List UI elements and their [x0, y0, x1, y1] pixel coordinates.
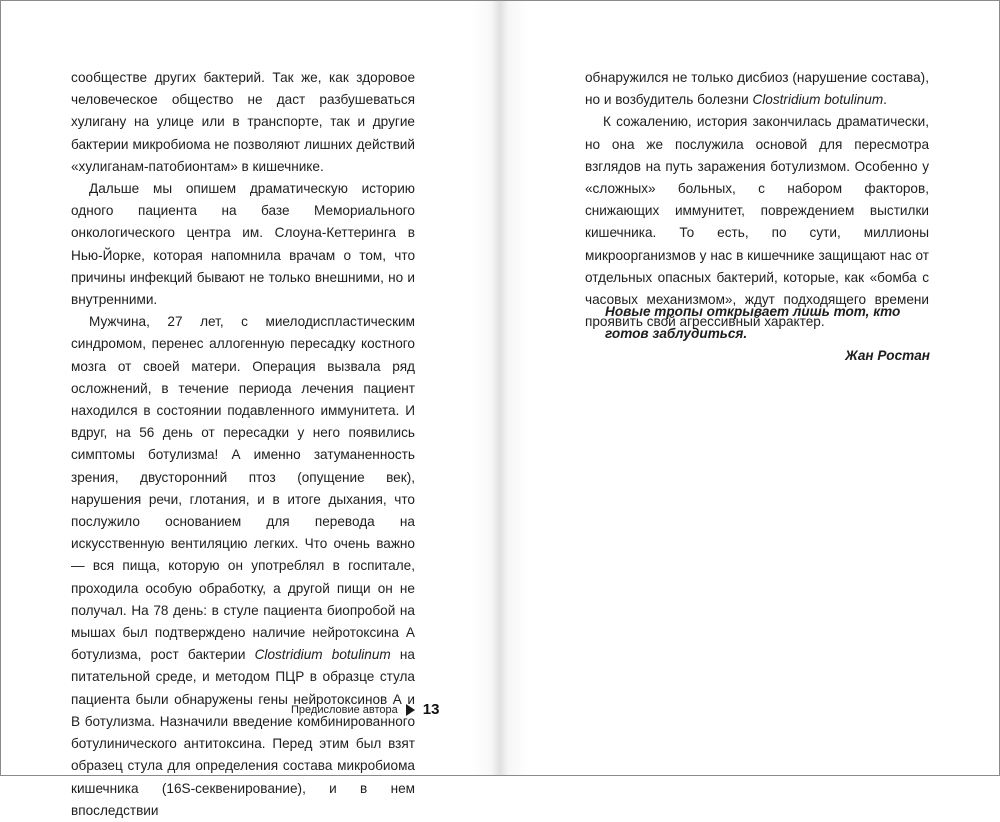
paragraph-text: обнаружился не только дисбиоз (нарушение состава), но и возбудитель болезни [585, 70, 929, 108]
paragraph [71, 67, 415, 178]
paragraph-text: Мужчина, 27 лет, с миелодиспластическим синдромом, перенес аллогенную пересадку костного мозга от своей матери. Операция вызвала ряд осложнений, в течение периода лечения пациент находился в состоянии подавленного иммунитета. И вдруг, на 56 день от пересадки у него появились симптомы ботулизма! А именно затуманенность зрения, двусторонний птоз (опущение век), нарушения речи, глотания, и в итоге дыхания, что послужило основанием для перевода на искусственную вентиляцию легких. Что очень важно — вся пища, которую он употреблял в госпитале, проходила особую обработку, а другой пищи он не получал. На 78 день: в стуле пациента биопробой на мышах был подтверждено наличие нейротоксина А ботулизма, рост бактерии [71, 314, 415, 663]
paragraph-text: сообществе других бактерий. Так же, как здоровое человеческое общество не даст разбушеваться хулигану на улице или в транспорте, так и другие бактерии микробиома не позволяют лишних действий «хулиганам-патобионтам» в кишечнике. [71, 70, 415, 174]
paragraph-text: К сожалению, история закончилась драматически, но она же послужила основой для пересмотра взглядов на путь заражения ботулизмом. Особенно у «сложных» больных, с набором факторов, снижающих иммунитет, повреждением выстилки кишечника. То есть, по сути, миллионы микроорганизмов у нас в кишечнике защищают нас от отдельных опасных бактерий, которые, как «бомба с часовых механизмом», ждут подходящего времени проявить свой агрессивный характер. [585, 114, 929, 330]
running-section-title: Предисловие автора [291, 703, 398, 716]
species-name: Clostridium botulinum [254, 647, 391, 663]
paragraph [585, 67, 929, 111]
right-page [500, 1, 999, 775]
paragraph [71, 178, 415, 311]
paragraph-text: . [883, 92, 887, 108]
epigraph-quote: Новые тропы открывает лишь тот, кто готов заблудиться. [605, 304, 901, 342]
page-footer [291, 701, 439, 718]
triangle-arrow-icon [406, 704, 415, 716]
paragraph-text: Дальше мы опишем драматическую историю одного пациента на базе Мемориального онкологического центра им. Слоуна-Кеттеринга в Нью-Йорке, которая напомнила врачам о том, что причины инфекций бывают не только внешними, но и внутренними. [71, 181, 415, 308]
epigraph [605, 301, 930, 368]
left-page [1, 1, 500, 818]
epigraph-author: Жан Ростан [845, 348, 930, 364]
right-text-block [585, 67, 929, 333]
species-name: Clostridium botulinum [752, 92, 884, 108]
paragraph-text: на питательной среде, и методом ПЦР в образце стула пациента были обнаружены гены нейротоксинов А и В ботулизма. Назначили введение комбинированного ботулинического антитоксина. Перед этим был взят образец стула для определения состава микробиома кишечника (16S-секвенирование), и в нем впоследствии [71, 647, 415, 818]
page-number: 13 [422, 701, 440, 718]
paragraph [71, 311, 415, 822]
